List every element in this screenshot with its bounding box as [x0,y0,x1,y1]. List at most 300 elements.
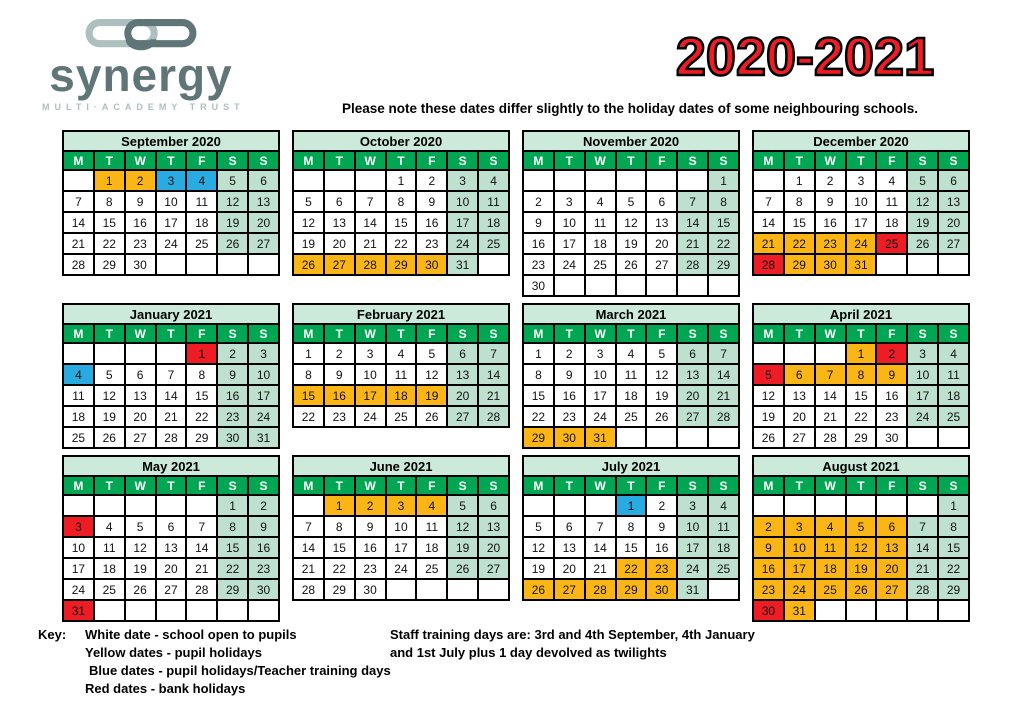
date-cell: 24 [554,254,585,275]
date-cell: 21 [907,558,938,579]
date-cell: 14 [753,212,784,233]
date-cell: 26 [94,427,125,448]
date-cell: 15 [846,385,877,406]
week-row [63,558,279,579]
empty-cell [63,495,94,516]
date-cell: 30 [815,254,846,275]
weekday-header: T [386,476,417,495]
date-cell: 10 [554,212,585,233]
date-cell: 10 [907,364,938,385]
date-cell: 1 [217,495,248,516]
date-cell: 3 [386,495,417,516]
month-title-row [523,131,739,151]
empty-cell [156,254,187,275]
empty-cell [248,254,279,275]
empty-cell [646,170,677,191]
date-cell: 11 [616,364,647,385]
date-cell: 12 [907,191,938,212]
week-row [63,254,279,275]
date-cell: 7 [585,516,616,537]
date-cell: 23 [248,558,279,579]
empty-cell [646,275,677,296]
date-cell: 19 [293,233,324,254]
date-cell: 12 [616,212,647,233]
date-cell: 5 [447,495,478,516]
date-cell: 6 [156,516,187,537]
week-row [293,343,509,364]
date-cell: 5 [846,516,877,537]
date-cell: 15 [324,537,355,558]
date-cell: 4 [815,516,846,537]
weekday-header: T [94,151,125,170]
date-cell: 14 [677,212,708,233]
date-cell: 1 [708,170,739,191]
date-cell: 20 [125,406,156,427]
date-cell: 13 [677,364,708,385]
date-cell: 30 [217,427,248,448]
date-cell: 10 [784,537,815,558]
week-row [523,495,739,516]
date-cell: 15 [186,385,217,406]
week-row [63,191,279,212]
date-cell: 16 [753,558,784,579]
date-cell: 17 [677,537,708,558]
date-cell: 11 [94,537,125,558]
month-title: December 2020 [753,131,969,151]
weekday-header: S [938,324,969,343]
date-cell: 2 [646,495,677,516]
empty-cell [907,254,938,275]
date-cell: 2 [523,191,554,212]
weekday-header: S [248,324,279,343]
date-cell: 26 [293,254,324,275]
date-cell: 3 [355,343,386,364]
date-cell: 17 [554,233,585,254]
date-cell: 8 [784,191,815,212]
date-cell: 13 [876,537,907,558]
weekday-header: S [248,151,279,170]
month-title: June 2021 [293,456,509,476]
week-row [523,537,739,558]
date-cell: 26 [125,579,156,600]
date-cell: 29 [846,427,877,448]
date-cell: 14 [156,385,187,406]
weekday-header: S [478,476,509,495]
date-cell: 21 [753,233,784,254]
month-body [63,343,279,448]
date-cell: 8 [324,516,355,537]
month-body [63,495,279,621]
week-row [63,537,279,558]
date-cell: 27 [784,427,815,448]
date-cell: 19 [447,537,478,558]
date-cell: 10 [386,516,417,537]
date-cell: 21 [677,233,708,254]
weekday-header: S [708,324,739,343]
empty-cell [94,495,125,516]
date-cell: 19 [646,385,677,406]
date-cell: 19 [616,233,647,254]
week-row [523,427,739,448]
weekday-header: S [478,151,509,170]
staff-training-line2: and 1st July plus 1 day devolved as twilights [390,645,667,660]
date-cell: 17 [585,385,616,406]
weekday-header: S [708,151,739,170]
weekday-header: M [523,151,554,170]
month-calendar [522,303,740,449]
month-title-row [63,131,279,151]
empty-cell [63,170,94,191]
empty-cell [815,600,846,621]
empty-cell [907,600,938,621]
date-cell: 10 [447,191,478,212]
weekday-header: T [554,324,585,343]
date-cell: 21 [815,406,846,427]
date-cell: 14 [63,212,94,233]
empty-cell [585,275,616,296]
date-cell: 31 [63,600,94,621]
date-cell: 31 [447,254,478,275]
date-cell: 9 [646,516,677,537]
month-calendar [752,455,970,622]
week-row [753,170,969,191]
weekday-header: S [248,476,279,495]
date-cell: 4 [386,343,417,364]
date-cell: 23 [416,233,447,254]
date-cell: 24 [677,558,708,579]
date-cell: 10 [846,191,877,212]
month-title: August 2021 [753,456,969,476]
date-cell: 21 [585,558,616,579]
date-cell: 4 [94,516,125,537]
date-cell: 26 [447,558,478,579]
date-cell: 22 [386,233,417,254]
date-cell: 30 [416,254,447,275]
key-items [85,626,391,698]
date-cell: 16 [416,212,447,233]
date-cell: 22 [708,233,739,254]
date-cell: 22 [616,558,647,579]
date-cell: 31 [846,254,877,275]
week-row [63,170,279,191]
empty-cell [217,600,248,621]
date-cell: 1 [186,343,217,364]
month-body [293,170,509,275]
weekday-header: F [186,324,217,343]
weekday-header: T [846,151,877,170]
date-cell: 6 [248,170,279,191]
weekday-header: S [217,476,248,495]
date-cell: 22 [784,233,815,254]
staff-training-line1: Staff training days are: 3rd and 4th September, 4th January [390,627,755,642]
empty-cell [677,170,708,191]
date-cell: 18 [186,212,217,233]
empty-cell [94,343,125,364]
empty-cell [186,254,217,275]
date-cell: 21 [478,385,509,406]
weekday-header: M [753,151,784,170]
date-cell: 30 [248,579,279,600]
weekday-header: F [646,324,677,343]
date-cell: 7 [355,191,386,212]
date-cell: 12 [447,516,478,537]
empty-cell [753,343,784,364]
date-cell: 13 [447,364,478,385]
date-cell: 22 [186,406,217,427]
month-calendar [292,455,510,601]
date-cell: 7 [907,516,938,537]
brand-name: synergy [49,49,233,101]
date-cell: 17 [846,212,877,233]
date-cell: 1 [523,343,554,364]
empty-cell [293,495,324,516]
date-cell: 6 [938,170,969,191]
week-row [63,579,279,600]
empty-cell [677,275,708,296]
date-cell: 16 [217,385,248,406]
date-cell: 3 [784,516,815,537]
weekday-header: S [478,324,509,343]
date-cell: 13 [156,537,187,558]
date-cell: 18 [63,406,94,427]
date-cell: 15 [616,537,647,558]
date-cell: 26 [523,579,554,600]
weekday-header: M [753,324,784,343]
date-cell: 2 [355,495,386,516]
date-cell: 15 [784,212,815,233]
month-title-row [523,456,739,476]
date-cell: 3 [63,516,94,537]
week-row [753,212,969,233]
date-cell: 28 [478,406,509,427]
date-cell: 30 [523,275,554,296]
date-cell: 12 [125,537,156,558]
weekday-header: T [324,476,355,495]
date-cell: 9 [416,191,447,212]
month-calendar [752,130,970,276]
date-cell: 2 [125,170,156,191]
week-row [523,558,739,579]
date-cell: 4 [616,343,647,364]
date-cell: 7 [63,191,94,212]
key-item-yellow: Yellow dates - pupil holidays [85,645,262,660]
weekday-header: S [677,151,708,170]
weekday-header: F [646,151,677,170]
date-cell: 9 [554,364,585,385]
week-row [523,579,739,600]
empty-cell [478,254,509,275]
empty-cell [186,600,217,621]
date-cell: 15 [708,212,739,233]
weekday-header: W [125,324,156,343]
date-cell: 27 [447,406,478,427]
date-cell: 26 [217,233,248,254]
date-cell: 10 [248,364,279,385]
weekday-header: T [846,476,877,495]
date-cell: 14 [293,537,324,558]
date-cell: 4 [186,170,217,191]
date-cell: 2 [416,170,447,191]
weekday-header: T [616,476,647,495]
empty-cell [585,170,616,191]
date-cell: 21 [186,558,217,579]
weekday-header-row [753,476,969,495]
date-cell: 14 [478,364,509,385]
week-row [63,427,279,448]
date-cell: 14 [907,537,938,558]
date-cell: 2 [876,343,907,364]
date-cell: 3 [248,343,279,364]
week-row [753,427,969,448]
date-cell: 7 [293,516,324,537]
date-cell: 7 [677,191,708,212]
date-cell: 1 [784,170,815,191]
weekday-header-row [523,151,739,170]
month-title: October 2020 [293,131,509,151]
weekday-header: W [815,151,846,170]
date-cell: 29 [217,579,248,600]
date-cell: 22 [293,406,324,427]
date-cell: 25 [416,558,447,579]
date-cell: 13 [554,537,585,558]
month-body [753,343,969,448]
date-cell: 25 [63,427,94,448]
date-cell: 1 [94,170,125,191]
weekday-header-row [293,324,509,343]
date-cell: 28 [585,579,616,600]
date-cell: 1 [324,495,355,516]
date-cell: 8 [523,364,554,385]
date-cell: 5 [616,191,647,212]
month-calendar [62,303,280,449]
date-cell: 17 [156,212,187,233]
date-cell: 4 [708,495,739,516]
date-cell: 29 [784,254,815,275]
empty-cell [523,495,554,516]
calendar-grid [62,130,970,622]
empty-cell [156,600,187,621]
date-cell: 28 [677,254,708,275]
empty-cell [815,343,846,364]
date-cell: 30 [876,427,907,448]
date-cell: 18 [94,558,125,579]
date-cell: 10 [585,364,616,385]
date-cell: 21 [708,385,739,406]
week-row [753,364,969,385]
month-title: March 2021 [523,304,739,324]
month-title-row [523,304,739,324]
date-cell: 23 [646,558,677,579]
date-cell: 17 [907,385,938,406]
empty-cell [708,427,739,448]
date-cell: 8 [293,364,324,385]
week-row [523,406,739,427]
date-cell: 6 [876,516,907,537]
week-row [753,191,969,212]
weekday-header-row [63,151,279,170]
note-text: Please note these dates differ slightly to the holiday dates of some neighbouring schools. [341,101,919,116]
empty-cell [478,579,509,600]
date-cell: 11 [416,516,447,537]
date-cell: 8 [846,364,877,385]
date-cell: 26 [846,579,877,600]
date-cell: 19 [94,406,125,427]
date-cell: 23 [217,406,248,427]
month-title-row [293,456,509,476]
weekday-header: M [293,324,324,343]
date-cell: 5 [94,364,125,385]
date-cell: 28 [355,254,386,275]
date-cell: 9 [523,212,554,233]
date-cell: 11 [708,516,739,537]
weekday-header: F [416,476,447,495]
date-cell: 3 [907,343,938,364]
empty-cell [616,170,647,191]
date-cell: 11 [63,385,94,406]
weekday-header: T [554,151,585,170]
date-cell: 20 [248,212,279,233]
date-cell: 19 [907,212,938,233]
date-cell: 29 [938,579,969,600]
empty-cell [784,343,815,364]
date-cell: 5 [523,516,554,537]
date-cell: 25 [616,406,647,427]
week-row [523,385,739,406]
date-cell: 16 [355,537,386,558]
week-row [753,495,969,516]
date-cell: 29 [386,254,417,275]
weekday-header: W [125,476,156,495]
date-cell: 8 [708,191,739,212]
month-calendar [292,303,510,428]
empty-cell [938,600,969,621]
weekday-header: T [846,324,877,343]
date-cell: 3 [554,191,585,212]
date-cell: 2 [815,170,846,191]
month-body [523,170,739,296]
date-cell: 26 [646,406,677,427]
date-cell: 11 [815,537,846,558]
month-body [523,495,739,600]
date-cell: 30 [355,579,386,600]
date-cell: 12 [753,385,784,406]
week-row [293,558,509,579]
date-cell: 25 [938,406,969,427]
date-cell: 30 [646,579,677,600]
weekday-header: T [784,476,815,495]
date-cell: 21 [293,558,324,579]
empty-cell [554,170,585,191]
empty-cell [708,275,739,296]
month-body [523,343,739,448]
date-cell: 24 [907,406,938,427]
date-cell: 6 [554,516,585,537]
weekday-header: W [815,324,846,343]
date-cell: 16 [523,233,554,254]
weekday-header: W [355,476,386,495]
empty-cell [125,343,156,364]
date-cell: 29 [94,254,125,275]
week-row [293,254,509,275]
week-row [523,254,739,275]
date-cell: 14 [815,385,846,406]
date-cell: 1 [616,495,647,516]
weekday-header-row [63,476,279,495]
date-cell: 31 [784,600,815,621]
weekday-header: T [156,324,187,343]
week-row [293,191,509,212]
month-title-row [753,456,969,476]
